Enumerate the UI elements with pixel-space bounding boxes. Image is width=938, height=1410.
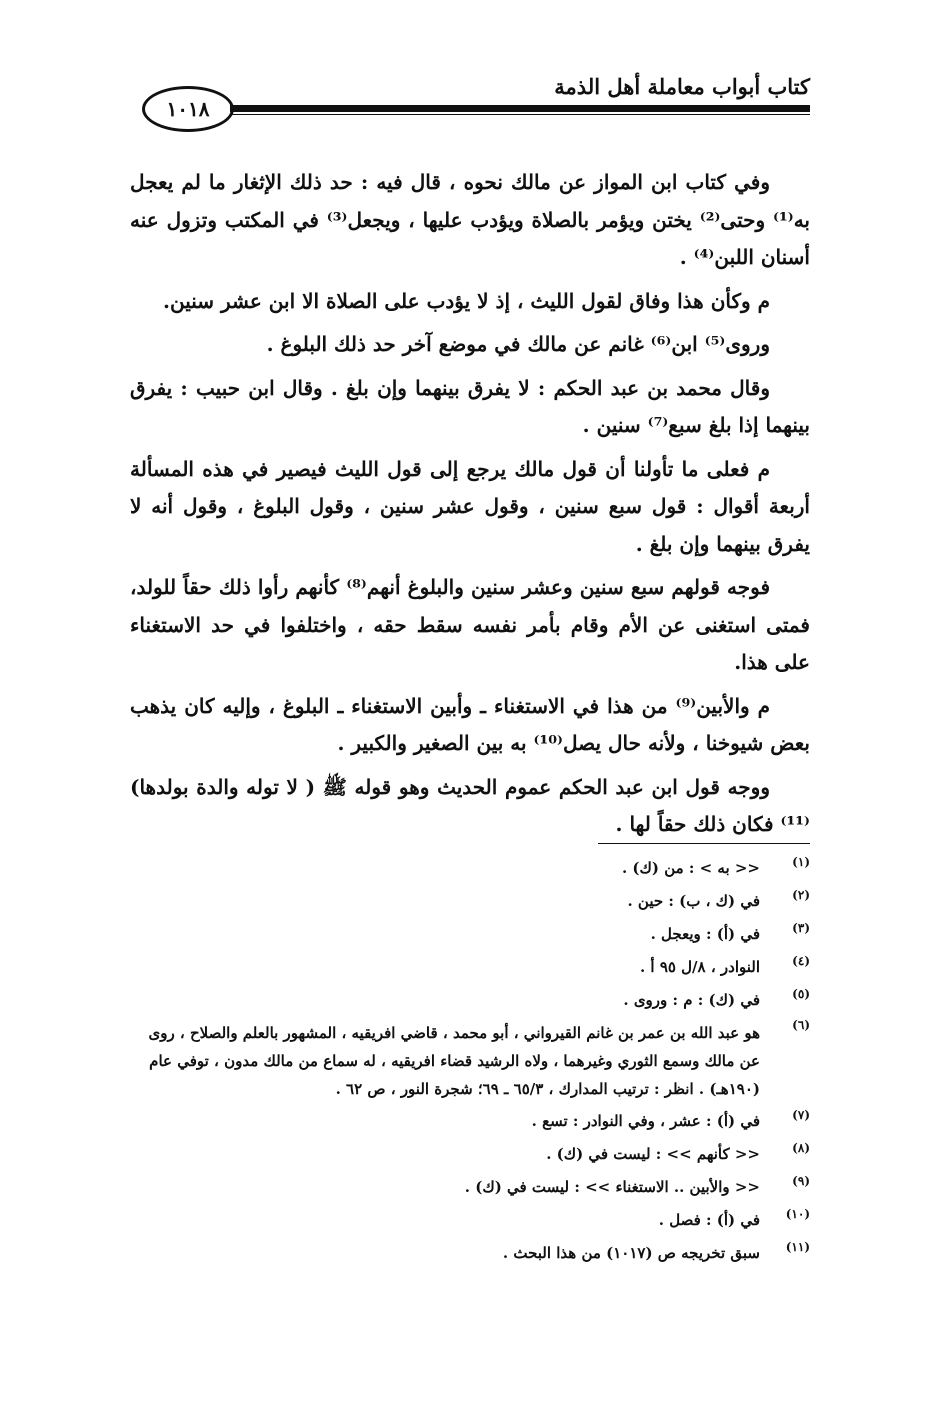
footnote (130, 1237, 810, 1270)
footnote-number: (٦) (792, 1018, 810, 1032)
footnote-number: (٣) (792, 921, 810, 935)
footnote-rule (598, 843, 810, 844)
footnote (130, 852, 810, 885)
paragraph: م وكأن هذا وفاق لقول الليث ، إذ لا يؤدب على الصلاة الا ابن عشر سنين. (163, 288, 770, 313)
footnote (130, 1138, 810, 1171)
footnote-number: (٥) (792, 987, 810, 1001)
footnote-text: النوادر ، ٨/ل ٩٥ أ . (639, 958, 760, 976)
paragraph: وقال محمد بن عبد الحكم : لا يفرق بينهما وإن بلغ . وقال ابن حبيب : يفرق بينهما إذا بلغ سبع⁽⁷⁾ سنين . (130, 375, 810, 437)
footnote-number: (٧) (792, 1108, 810, 1122)
footnote-text: سبق تخريجه ص (١٠١٧) من هذا البحث . (502, 1244, 760, 1262)
footnotes (130, 852, 810, 1270)
paragraph: ووجه قول ابن عبد الحكم عموم الحديث وهو قوله ﷺ ( لا توله والدة بولدها)⁽¹¹⁾ فكان ذلك حقاً لها . (130, 774, 810, 836)
footnote (130, 1105, 810, 1138)
footnote-number: (١) (792, 855, 810, 869)
footnote-number: (٤) (792, 954, 810, 968)
footnote-number: (٩) (792, 1174, 810, 1188)
page-header-title: كتاب أبواب معاملة أهل الذمة (554, 74, 810, 99)
footnote-number: (١٠) (785, 1207, 810, 1221)
footnote (130, 1204, 810, 1237)
footnote-number: (٨) (792, 1141, 810, 1155)
footnote (130, 1017, 810, 1105)
paragraph: فوجه قولهم سبع سنين وعشر سنين والبلوغ أنهم⁽⁸⁾ كأنهم رأوا ذلك حقاً للولد، فمتى استغنى عن الأم وقام بأمر نفسه سقط حقه ، واختلفوا في حد الاستغناء على هذا. (130, 575, 810, 674)
footnote-number: (١١) (785, 1240, 810, 1254)
footnote-number: (٢) (792, 888, 810, 902)
header-rule (230, 105, 810, 112)
footnote-text: في (أ) : ويعجل . (650, 925, 760, 943)
footnote-text: في (أ) : عشر ، وفي النوادر : تسع . (531, 1112, 760, 1130)
footnote (130, 984, 810, 1017)
paragraph: م فعلى ما تأولنا أن قول مالك يرجع إلى قول الليث فيصير في هذه المسألة أربعة أقوال : قول سبع سنين ، وقول عشر سنين ، وقول البلوغ ، وقول أنه لا يفرق بينهما وإن بلغ . (130, 456, 810, 556)
footnote (130, 951, 810, 984)
paragraph: م والأبين⁽⁹⁾ من هذا في الاستغناء ـ وأبين الاستغناء ـ البلوغ ، وإليه كان يذهب بعض شيوخنا ، ولأنه حال يصل⁽¹⁰⁾ به بين الصغير والكبير . (130, 693, 810, 755)
footnote (130, 1171, 810, 1204)
footnote-text: في (ك ، ب) : حين . (627, 892, 760, 910)
footnote-text: << به > : من (ك) . (621, 859, 760, 877)
footnote-text: هو عبد الله بن عمر بن غانم القيرواني ، أبو محمد ، قاضي افريقيه ، المشهور بالعلم والصلاح ، روى عن مالك وسمع الثوري وغيرهما ، ولاه الرشيد قضاء افريقيه ، له سماع من مالك مدون ، توفي عام (١٩٠هـ) . انظر : ترتيب المدارك ، ٦٥/٣ ـ ٦٩؛ شجرة النور ، ص ٦٢ . (148, 1024, 760, 1098)
main-text (130, 164, 810, 850)
footnote-text: في (ك) : م : وروى . (623, 991, 760, 1009)
footnote (130, 885, 810, 918)
paragraph: وفي كتاب ابن المواز عن مالك نحوه ، قال فيه : حد ذلك الإثغار ما لم يعجل به⁽¹⁾ وحتى⁽²⁾ يختن ويؤمر بالصلاة ويؤدب عليها ، ويجعل⁽³⁾ في المكتب وتزول عنه أسنان اللبن⁽⁴⁾ . (130, 170, 810, 269)
footnote-text: << والأبين .. الاستغناء >> : ليست في (ك) . (464, 1178, 760, 1196)
paragraph: وروى⁽⁵⁾ ابن⁽⁶⁾ غانم عن مالك في موضع آخر حد ذلك البلوغ . (266, 332, 770, 356)
header-rule-thin (230, 114, 810, 115)
footnote (130, 918, 810, 951)
footnote-text: في (أ) : فصل . (658, 1211, 760, 1229)
footnote-text: << كأنهم >> : ليست في (ك) . (546, 1145, 760, 1163)
page-number: ١٠١٨ (142, 86, 234, 132)
